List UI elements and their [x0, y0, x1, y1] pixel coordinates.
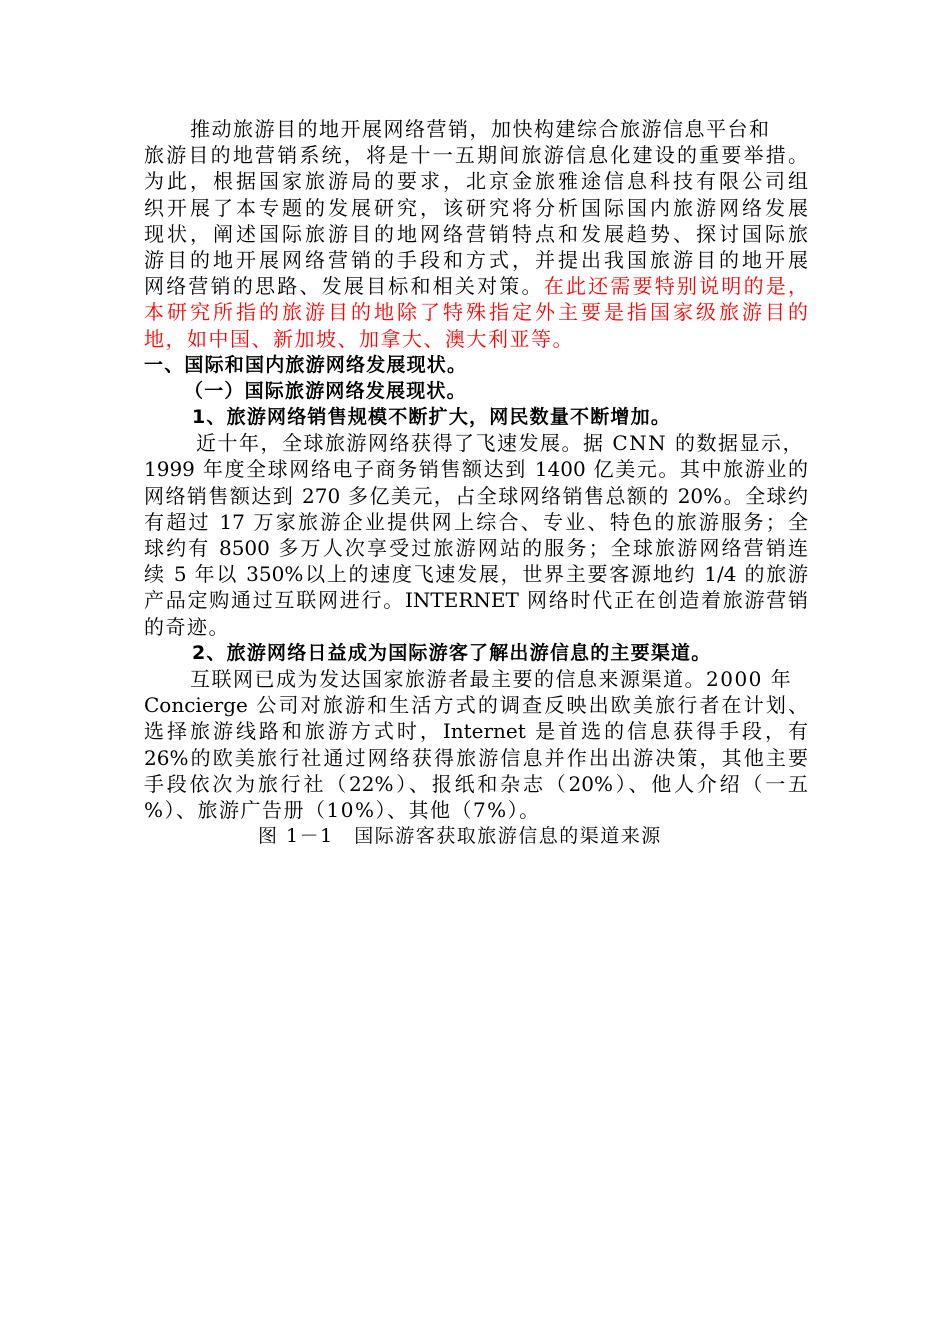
para1-line-4: 有超过 17 万家旅游企业提供网上综合、专业、特色的旅游服务；全: [144, 509, 808, 534]
para1-line-7: 产品定购通过互联网进行。INTERNET 网络时代正在创造着旅游营销: [144, 588, 808, 613]
paragraph-info-channels: [144, 666, 808, 823]
document-page: [144, 116, 808, 849]
para1-line-6: 续 5 年以 350%以上的速度飞速发展，世界主要客源地约 1/4 的旅游: [144, 562, 808, 587]
para2-line-1: 互联网已成为发达国家旅游者最主要的信息来源渠道。2000 年: [190, 666, 793, 691]
heading-level-3-first: 1、旅游网络销售规模不断扩大，网民数量不断增加。: [192, 406, 672, 429]
highlight-note-line-1: 本研究所指的旅游目的地除了特殊指定外主要是指国家级旅游目的: [144, 300, 808, 325]
heading-level-2: （一）国际旅游网络发展现状。: [184, 379, 467, 402]
highlight-note-line-2: 地，如中国、新加坡、加拿大、澳大利亚等。: [144, 326, 574, 351]
para1-line-2: 1999 年度全球网络电子商务销售额达到 1400 亿美元。其中旅游业的: [144, 457, 808, 482]
heading-level-3-second: 2、旅游网络日益成为国际游客了解出游信息的主要渠道。: [192, 641, 712, 664]
para2-line-4: 26%的欧美旅行社通过网络获得旅游信息并作出出游决策，其他主要: [144, 745, 808, 770]
paragraph-sales-scale: [144, 430, 808, 640]
intro-line-2: 旅游目的地营销系统，将是十一五期间旅游信息化建设的重要举措。: [144, 143, 808, 168]
para2-line-5: 手段依次为旅行社（22%）、报纸和杂志（20%）、他人介绍（一五: [144, 771, 808, 796]
intro-line-7-text: 网络营销的思路、发展目标和相关对策。: [144, 274, 544, 299]
intro-line-1: 推动旅游目的地开展网络营销，加快构建综合旅游信息平台和: [190, 117, 771, 141]
intro-line-7: [144, 273, 808, 299]
intro-paragraph: [144, 116, 808, 352]
para1-line-1: 近十年，全球旅游网络获得了飞速发展。据 CNN 的数据显示，: [196, 431, 805, 456]
intro-line-6: 游目的地开展网络营销的手段和方式，并提出我国旅游目的地开展: [144, 247, 808, 272]
heading-level-1: 一、国际和国内旅游网络发展现状。: [144, 353, 468, 376]
figure-caption: 图 1－1 国际游客获取旅游信息的渠道来源: [258, 825, 662, 848]
para2-line-2: Concierge 公司对旅游和生活方式的调查反映出欧美旅行者在计划、: [144, 693, 808, 718]
para2-line-3: 选择旅游线路和旅游方式时，Internet 是首选的信息获得手段，有: [144, 719, 808, 744]
intro-line-4: 织开展了本专题的发展研究，该研究将分析国际国内旅游网络发展: [144, 195, 808, 220]
para1-line-3: 网络销售额达到 270 多亿美元，占全球网络销售总额的 20%。全球约: [144, 483, 808, 508]
para1-line-8: 的奇迹。: [144, 614, 230, 639]
intro-line-3: 为此，根据国家旅游局的要求，北京金旅雅途信息科技有限公司组: [144, 169, 808, 194]
para2-line-6: %）、旅游广告册（10%）、其他（7%）。: [144, 797, 541, 822]
intro-line-5: 现状，阐述国际旅游目的地网络营销特点和发展趋势、探讨国际旅: [144, 221, 808, 246]
para1-line-5: 球约有 8500 多万人次享受过旅游网站的服务；全球旅游网络营销连: [144, 536, 808, 560]
highlight-note-start: 在此还需要特别说明的是，: [543, 274, 809, 299]
